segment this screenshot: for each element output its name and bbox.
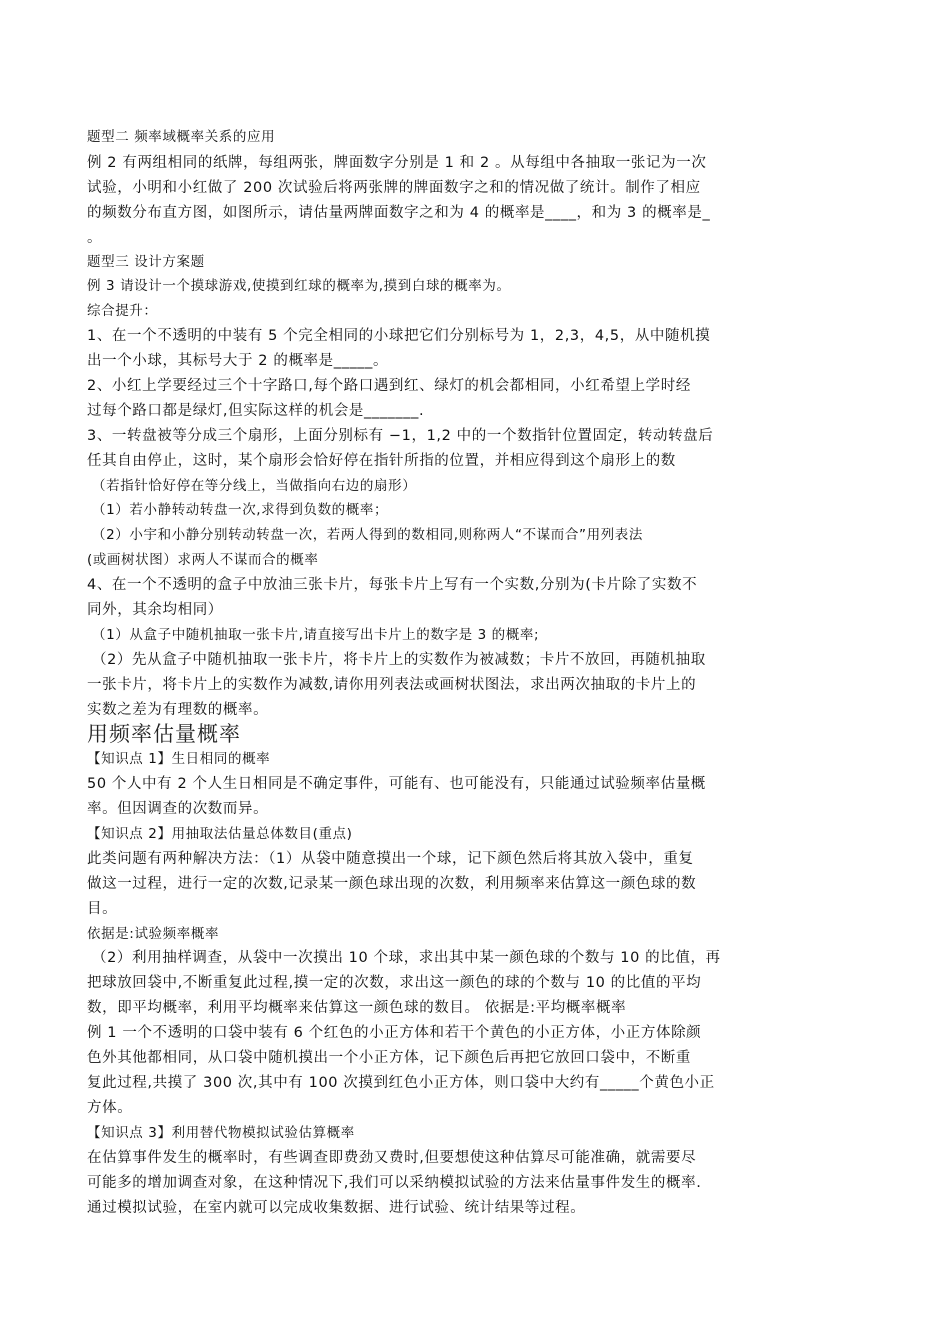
example-3-line: 例 3 请设计一个摸球游戏,使摸到红球的概率为,摸到白球的概率为。 <box>87 278 511 294</box>
section-heading-type2: 题型二 频率域概率关系的应用 <box>87 129 276 145</box>
example-2-line: 。 <box>87 230 103 246</box>
knowledge-point-3-heading: 【知识点 3】利用替代物模拟试验估算概率 <box>87 1125 355 1141</box>
problem-4-part1: （1）从盒子中随机抽取一张卡片,请直接写出卡片上的数字是 3 的概率; <box>92 627 540 643</box>
problem-1-line: 1、在一个不透明的中装有 5 个完全相同的小球把它们分别标号为 1，2,3，4,5，从中随机摸 <box>87 328 711 344</box>
knowledge-point-2-basis: 依据是:试验频率概率 <box>87 926 220 942</box>
knowledge-point-2-method2: （2）利用抽样调查，从袋中一次摸出 10 个球，求出其中某一颜色球的个数与 10 的比值，再 <box>92 950 721 966</box>
knowledge-point-1-heading: 【知识点 1】生日相同的概率 <box>87 751 271 767</box>
problem-3-part2: （2）小宇和小静分别转动转盘一次，若两人得到的数相同,则称两人“不谋而合”用列表法 <box>92 527 643 543</box>
problem-3-part1: （1）若小静转动转盘一次,求得到负数的概率； <box>92 502 389 518</box>
knowledge-point-2-text: 此类问题有两种解决方法：（1）从袋中随意摸出一个球，记下颜色然后将其放入袋中，重复 <box>87 851 694 867</box>
knowledge-point-1-text: 率。但因调查的次数而异。 <box>87 801 269 817</box>
problem-4-part2: 一张卡片，将卡片上的实数作为减数,请你用列表法或画树状图法，求出两次抽取的卡片上的 <box>87 677 697 693</box>
knowledge-point-3-text: 通过模拟试验，在室内就可以完成收集数据、进行试验、统计结果等过程。 <box>87 1200 586 1216</box>
problem-4-line: 4、在一个不透明的盒子中放油三张卡片，每张卡片上写有一个实数,分别为(卡片除了实数不 <box>87 577 698 593</box>
section-heading-type3: 题型三 设计方案题 <box>87 254 205 270</box>
example-2-line: 例 2 有两组相同的纸牌，每组两张，牌面数字分别是 1 和 2 。从每组中各抽取一张记为一次 <box>87 155 707 171</box>
problem-3-line: 任其自由停止，这时，某个扇形会恰好停在指针所指的位置，并相应得到这个扇形上的数 <box>87 453 676 469</box>
example-2-line: 试验，小明和小红做了 200 次试验后将两张牌的牌面数字之和的情况做了统计。制作了相应 <box>87 180 701 196</box>
knowledge-point-2-method2: 把球放回袋中,不断重复此过程,摸一定的次数，求出这一颜色的球的个数与 10 的比值的平均 <box>87 975 702 991</box>
example-1-line: 色外其他都相同，从口袋中随机摸出一个小正方体，记下颜色后再把它放回口袋中，不断重 <box>87 1050 691 1066</box>
problem-4-part2: （2）先从盒子中随机抽取一张卡片，将卡片上的实数作为被减数；卡片不放回，再随机抽取 <box>92 652 706 668</box>
knowledge-point-1-text: 50 个人中有 2 个人生日相同是不确定事件，可能有、也可能没有，只能通过试验频率估量概 <box>87 776 706 792</box>
example-1-line: 复此过程,共摸了 300 次,其中有 100 次摸到红色小正方体，则口袋中大约有_____个黄色小正 <box>87 1075 715 1091</box>
problem-2-line: 过每个路口都是绿灯,但实际这样的机会是_______. <box>87 403 425 419</box>
problem-3-line: 3、一转盘被等分成三个扇形，上面分别标有 −1，1,2 中的一个数指针位置固定，转动转盘后 <box>87 428 714 444</box>
problem-1-line: 出一个小球，其标号大于 2 的概率是_____。 <box>87 353 389 369</box>
problem-2-line: 2、小红上学要经过三个十字路口,每个路口遇到红、绿灯的机会都相同，小红希望上学时经 <box>87 378 691 394</box>
example-1-line: 方体。 <box>87 1100 133 1116</box>
knowledge-point-3-text: 可能多的增加调查对象，在这种情况下,我们可以采纳模拟试验的方法来估量事件发生的概率. <box>87 1175 702 1191</box>
example-1-line: 例 1 一个不透明的口袋中装有 6 个红色的小正方体和若干个黄色的小正方体，小正方体除颜 <box>87 1025 702 1041</box>
knowledge-point-2-text: 目。 <box>87 901 118 917</box>
problem-3-part2: (或画树状图）求两人不谋而合的概率 <box>87 552 319 568</box>
knowledge-point-2-method2: 数，即平均概率，利用平均概率来估算这一颜色球的数目。 依据是:平均概率概率 <box>87 1000 627 1016</box>
knowledge-point-2-text: 做这一过程，进行一定的次数,记录某一颜色球出现的次数，利用频率来估算这一颜色球的数 <box>87 876 697 892</box>
knowledge-point-2-heading: 【知识点 2】用抽取法估量总体数目(重点) <box>87 826 353 842</box>
problem-3-note: （若指针恰好停在等分线上，当做指向右边的扇形） <box>92 478 417 494</box>
knowledge-point-3-text: 在估算事件发生的概率时，有些调查即费劲又费时,但要想使这种估算尽可能准确，就需要尽 <box>87 1150 697 1166</box>
chapter-heading: 用频率估量概率 <box>87 722 241 746</box>
comprehensive-heading: 综合提升： <box>87 303 158 319</box>
problem-4-line: 同外，其余均相同） <box>87 602 223 618</box>
problem-4-part2: 实数之差为有理数的概率。 <box>87 702 269 718</box>
example-2-line: 的频数分布直方图，如图所示，请估量两牌面数字之和为 4 的概率是____，和为 3 的概率是_ <box>87 205 711 221</box>
